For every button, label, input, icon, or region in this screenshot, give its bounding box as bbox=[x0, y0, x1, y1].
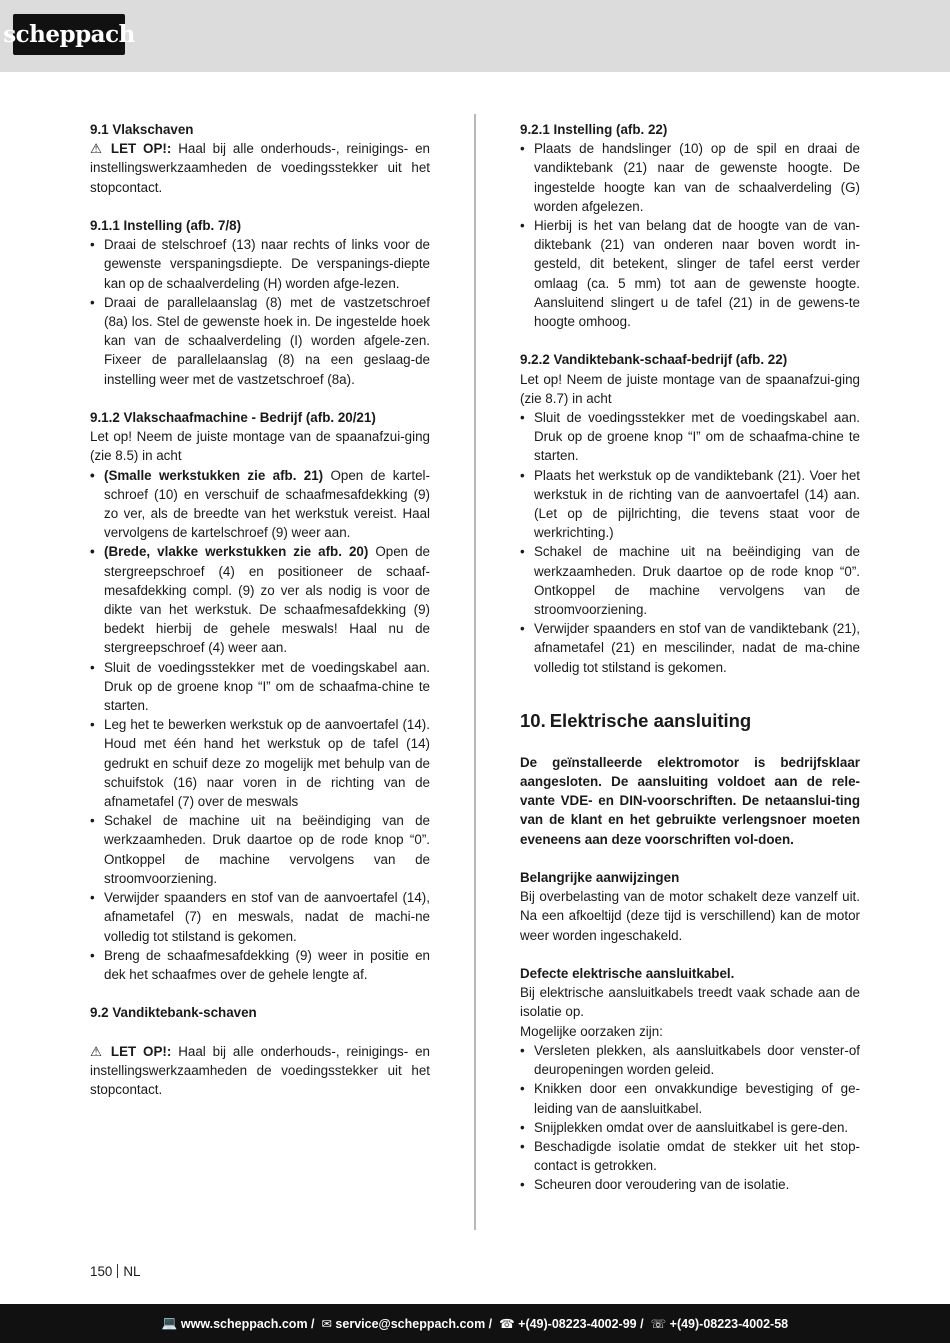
list-item: • (Smalle werkstukken zie afb. 21) Open de kartel-schroef (10) en verschuif de schaafmesafdekking (9) zo ver, als de breedte van het werkstuk vereist. Haal vervolgens de kartelschroef (9) weer aan. bbox=[90, 467, 430, 541]
list-item: • Schakel de machine uit na beëindiging van de werkzaamheden. Druk daartoe op de rode knop “0”. Ontkoppel de machine vervolgens van de stroomvoorziening. bbox=[520, 544, 860, 618]
list-item: • Beschadigde isolatie omdat de stekker uit het stop-contact is getrokken. bbox=[520, 1138, 860, 1174]
warning-9-1 bbox=[90, 139, 430, 197]
list-item: • Leg het te bewerken werkstuk op de aanvoertafel (14). Houd met één hand het werkstuk op de tafel (14) gedrukt en schuif deze zo mogelijk met behulp van de schuifstok (16) naar voren in de richting van de afnametafel (7) over de meswals bbox=[90, 717, 430, 810]
header-band bbox=[0, 0, 950, 72]
list-item: • Schakel de machine uit na beëindiging van de werkzaamheden. Druk daartoe op de rode knop “0”. Ontkoppel de machine vervolgens van de stroomvoorziening. bbox=[90, 813, 430, 886]
section-9-1-2-title: 9.1.2 Vlakschaafmachine - Bedrijf (afb. 20/21) bbox=[90, 410, 376, 426]
footer-fax: +(49)-08223-4002-58 bbox=[669, 1316, 789, 1331]
phone-icon: ☎ bbox=[492, 1317, 519, 1331]
section-9-1-1-title: 9.1.1 Instelling (afb. 7/8) bbox=[90, 218, 242, 233]
warning-9-2 bbox=[90, 1042, 430, 1100]
warning-text: Haal bij alle onderhouds-, reinigings- en instellingswerkzaamheden de voedingsstekker uit het stopcontact. bbox=[90, 1043, 430, 1098]
list-item: • (Brede, vlakke werkstukken zie afb. 20) Open de stergreepschroef (4) en positioneer de schaaf-mesafdekking compl. (9) zo ver als nodig is voor de dikte van het werkstuk. De schaafmesafdekking (9) bedekt hierbij de gehele meswals! Haal nu de stergreepschroef (4) weer aan. bbox=[90, 544, 430, 656]
scheppach-logo: scheppach bbox=[13, 14, 125, 55]
list-item: • Breng de schaafmesafdekking (9) weer in positie en dek het schaafmes over de gehele lengte af. bbox=[90, 947, 430, 982]
list-item: • Plaats het werkstuk op de vandiktebank (21). Voer het werkstuk in de richting van de aanvoertafel (14) aan. (Let op de pijlrichting, die tevens staat voor de werkrichting.) bbox=[520, 467, 860, 541]
section-9-2-2-intro: Let op! Neem de juiste montage van de spaanafzui-ging (zie 8.7) in acht bbox=[520, 371, 860, 406]
warning-triangle-icon: ⚠ bbox=[90, 1043, 103, 1059]
list-item: • Plaats de handslinger (10) op de spil en draai de vandiktebank (21) naar de gewenste hoogte. De ingestelde hoogte kan van de schaalverdeling (G) worden afgelezen. bbox=[520, 141, 860, 214]
chapter-10-intro: De geïnstalleerde elektromotor is bedrijfsklaar aangesloten. De aansluiting voldoet aan de rele-vante VDE- en DIN-voorschriften. De netaanslui-ting van de klant en het gebruikte verlengsnoer moeten eveneens aan deze voorschriften vol-doen. bbox=[520, 754, 860, 847]
chapter-10-title: 10. Elektrische aansluiting bbox=[520, 709, 752, 731]
section-9-1-2-intro: Let op! Neem de juiste montage van de spaanafzui-ging (zie 8.5) in acht bbox=[90, 429, 430, 464]
fax-icon: ☏ bbox=[643, 1317, 670, 1331]
list-item: • Snijplekken omdat over de aansluitkabel is gere-den. bbox=[520, 1119, 849, 1135]
list-item: • Scheuren door veroudering van de isolatie. bbox=[520, 1177, 790, 1193]
list-item: • Knikken door een onvakkundige bevestiging of ge-leiding van de aansluitkabel. bbox=[520, 1081, 860, 1116]
warning-text: Haal bij alle onderhouds-, reinigings- en instellingswerkzaamheden de voedingsstekker uit het stopcontact. bbox=[90, 141, 430, 195]
mail-icon: ✉ bbox=[314, 1317, 336, 1331]
section-9-2-1-list bbox=[520, 139, 860, 331]
left-column bbox=[90, 120, 430, 1099]
tips-title: Belangrijke aanwijzingen bbox=[520, 870, 680, 886]
column-divider bbox=[474, 114, 476, 1230]
list-item: • Draai de stelschroef (13) naar rechts of links voor de gewenste verspaningsdiepte. De verspanings-diepte kan op de schaalverdeling (H) worden afge-lezen. bbox=[90, 237, 430, 291]
section-9-2-2-title: 9.2.2 Vandiktebank-schaaf-bedrijf (afb. 22) bbox=[520, 352, 788, 368]
warning-triangle-icon: ⚠ bbox=[90, 141, 103, 157]
section-9-2-2-list bbox=[520, 408, 860, 677]
causes-intro: Mogelijke oorzaken zijn: bbox=[520, 1023, 663, 1039]
list-item: • Hierbij is het van belang dat de hoogte van de van-diktebank (21) van onderen naar boven wordt in-gesteld, dit betekent, slinger de tafel eerst verder omlaag (ca. 5 mm) tot aan de gewenste hoogte. Aansluitend slingert u de tafel (21) in de gewens-te hoogte omhoog. bbox=[520, 218, 860, 330]
cable-title: Defecte elektrische aansluitkabel. bbox=[520, 966, 735, 982]
causes-list bbox=[520, 1041, 860, 1195]
list-item: • Verwijder spaanders en stof van de aanvoertafel (14), afnametafel (7) en meswals, nadat de machi-ne volledig tot stilstand is gekomen. bbox=[90, 890, 430, 944]
footer-web-link[interactable]: www.scheppach.com / bbox=[180, 1316, 315, 1331]
section-9-1-title: 9.1 Vlakschaven bbox=[90, 122, 194, 137]
section-9-2-title: 9.2 Vandiktebank-schaven bbox=[90, 1005, 257, 1021]
right-column bbox=[520, 120, 860, 1195]
list-item: • Verwijder spaanders en stof van de vandiktebank (21), afnametafel (21) en mescilinder, nadat de ma-chine volledig tot stilstand is gekomen. bbox=[520, 621, 860, 675]
warning-label: LET OP!: bbox=[110, 1043, 172, 1059]
warning-label: LET OP!: bbox=[110, 141, 172, 157]
section-9-1-2-list bbox=[90, 466, 430, 984]
footer-email-link[interactable]: service@scheppach.com / bbox=[335, 1316, 493, 1331]
tips-text: Bij overbelasting van de motor schakelt deze vanzelf uit. Na een afkoeltijd (deze tijd is verschillend) kan de motor weer worden ingeschakeld. bbox=[520, 889, 860, 943]
section-9-2-1-title: 9.2.1 Instelling (afb. 22) bbox=[520, 122, 668, 137]
section-9-1-1-list bbox=[90, 235, 430, 389]
page-number: 150 NL bbox=[90, 1264, 141, 1279]
footer-phone: +(49)-08223-4002-99 / bbox=[518, 1316, 644, 1331]
list-item: • Versleten plekken, als aansluitkabels door venster-of deuropeningen worden geleid. bbox=[520, 1042, 860, 1078]
footer-contact-bar bbox=[0, 1304, 950, 1343]
computer-icon: 💻 bbox=[161, 1316, 181, 1330]
list-item: • Sluit de voedingsstekker met de voedingskabel aan. Druk op de groene knop “I” om de schaafma-chine te starten. bbox=[520, 410, 860, 464]
list-item: • Sluit de voedingsstekker met de voedingskabel aan. Druk op de groene knop “I” om de schaafma-chine te starten. bbox=[90, 659, 430, 714]
list-item: • Draai de parallelaanslag (8) met de vastzetschroef (8a) los. Stel de gewenste hoek in. De ingestelde hoek kan van de schaalverdeling (I) worden afgele-zen. Fixeer de parallelaanslag (8) na een geslaag-de instelling weer met de vastzetschroef (8a). bbox=[90, 294, 430, 387]
cable-text: Bij elektrische aansluitkabels treedt vaak schade aan de isolatie op. bbox=[520, 985, 860, 1020]
